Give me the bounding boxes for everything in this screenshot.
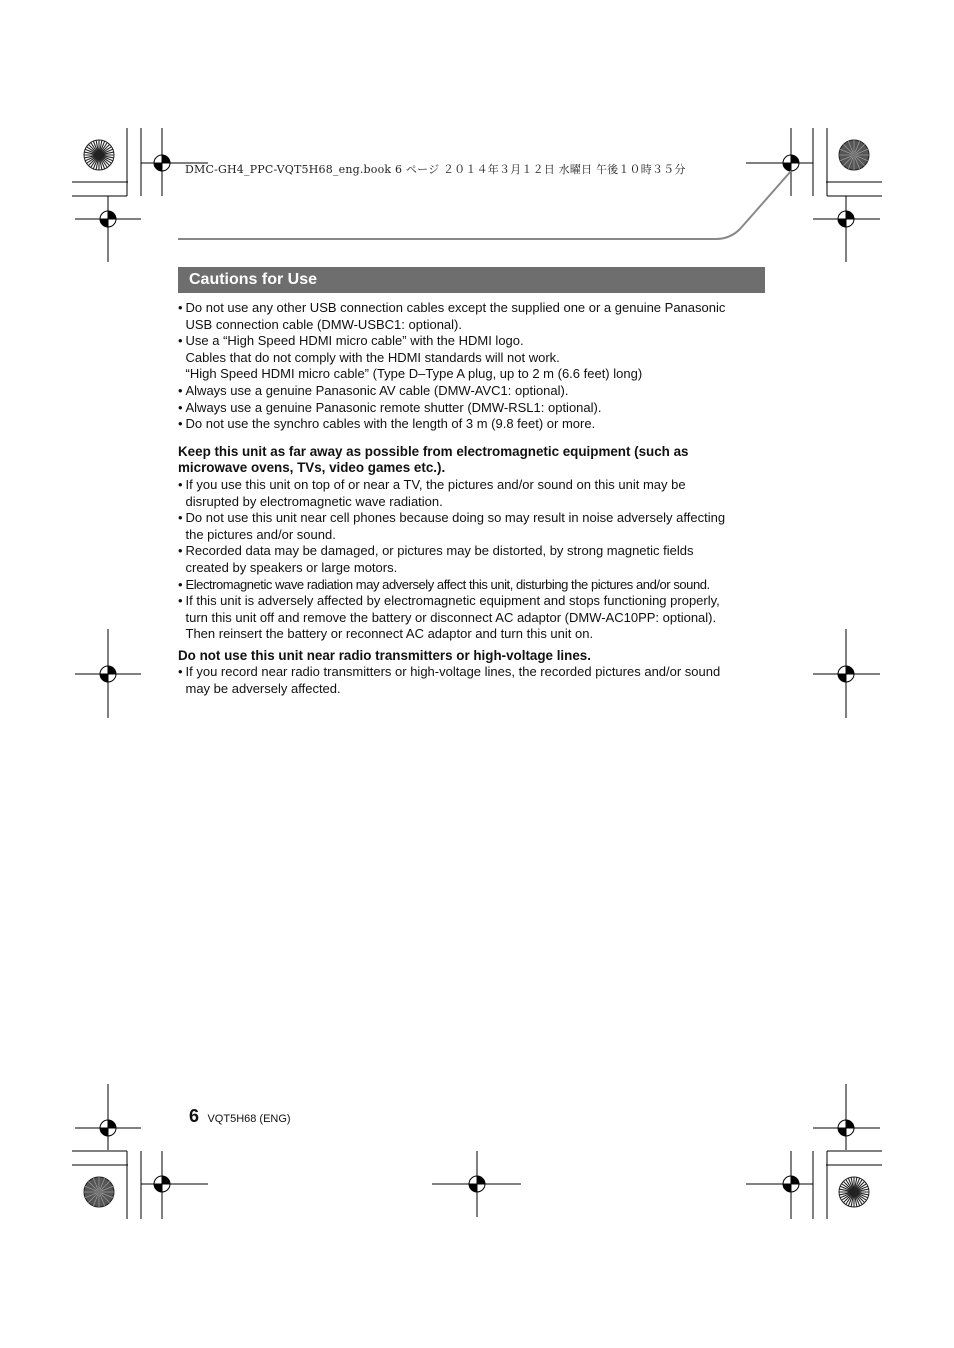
text-line: Electromagnetic wave radiation may adversely affect this unit, disturbing the pictures and/or sound. [185, 576, 710, 592]
text-line: Do not use the synchro cables with the length of 3 m (9.8 feet) or more. [185, 416, 596, 432]
radio-heading [178, 648, 768, 665]
electromagnetic-heading [178, 444, 768, 477]
text-line: the pictures and/or sound. [185, 526, 336, 542]
heading-line: microwave ovens, TVs, video games etc.). [178, 460, 446, 476]
text-line: Always use a genuine Panasonic AV cable (DMW-AVC1: optional). [185, 382, 569, 398]
list-item [178, 593, 768, 643]
section-title: Cautions for Use [189, 271, 318, 288]
section-title-bar [178, 267, 765, 293]
text-line: may be adversely affected. [185, 681, 341, 697]
radio-cautions-list [178, 664, 768, 697]
list-item [178, 300, 768, 333]
text-line: Do not use any other USB connection cables except the supplied one or a genuine Panasonic [185, 300, 726, 315]
list-item [178, 510, 768, 543]
bullet: • [178, 664, 183, 680]
text-line: Cables that do not comply with the HDMI standards will not work. [185, 349, 560, 365]
text-line: disrupted by electromagnetic wave radiation. [185, 493, 443, 509]
bullet: • [178, 510, 183, 526]
list-item [178, 383, 768, 400]
electromagnetic-cautions-list [178, 477, 768, 643]
text-line: created by speakers or large motors. [185, 559, 398, 575]
list-item [178, 664, 768, 697]
text-line: USB connection cable (DMW-USBC1: optional). [185, 316, 462, 332]
text-line: Then reinsert the battery or reconnect AC adaptor and turn this unit on. [185, 626, 594, 642]
bullet: • [178, 300, 183, 315]
bullet: • [178, 382, 183, 398]
page-content [178, 300, 768, 698]
page-footer [189, 1106, 291, 1127]
heading-line: Do not use this unit near radio transmitters or high-voltage lines. [178, 647, 591, 663]
list-item [178, 416, 768, 433]
list-item [178, 543, 768, 576]
bullet: • [178, 593, 183, 609]
text-line: Always use a genuine Panasonic remote shutter (DMW-RSL1: optional). [185, 399, 602, 415]
text-line: If this unit is adversely affected by electromagnetic equipment and stops functioning properly, [185, 593, 720, 609]
text-line: Use a “High Speed HDMI micro cable” with the HDMI logo. [185, 333, 524, 349]
list-item [178, 477, 768, 510]
bullet: • [178, 476, 183, 492]
text-line: Do not use this unit near cell phones because doing so may result in noise adversely affecting [185, 510, 726, 526]
bullet: • [178, 399, 183, 415]
bullet: • [178, 576, 183, 592]
text-line: turn this unit off and remove the battery or disconnect AC adaptor (DMW-AC10PP: optional). [185, 609, 717, 625]
list-item [178, 577, 768, 594]
text-line: If you record near radio transmitters or high-voltage lines, the recorded pictures and/or sound [185, 664, 721, 680]
bullet: • [178, 333, 183, 349]
file-info-header: DMC-GH4_PPC-VQT5H68_eng.book 6 ページ ２０１４年３月１２日 水曜日 午後１０時３５分 [185, 163, 686, 176]
list-item [178, 400, 768, 417]
document-code: VQT5H68 (ENG) [207, 1113, 291, 1125]
bullet: • [178, 416, 183, 432]
page-number: 6 [189, 1106, 200, 1126]
bullet: • [178, 543, 183, 559]
text-line: “High Speed HDMI micro cable” (Type D–Type A plug, up to 2 m (6.6 feet) long) [185, 366, 643, 382]
heading-line: Keep this unit as far away as possible from electromagnetic equipment (such as [178, 443, 689, 459]
text-line: Recorded data may be damaged, or pictures may be distorted, by strong magnetic fields [185, 543, 694, 559]
list-item [178, 333, 768, 383]
cable-cautions-list [178, 300, 768, 433]
text-line: If you use this unit on top of or near a TV, the pictures and/or sound on this unit may be [185, 476, 686, 492]
